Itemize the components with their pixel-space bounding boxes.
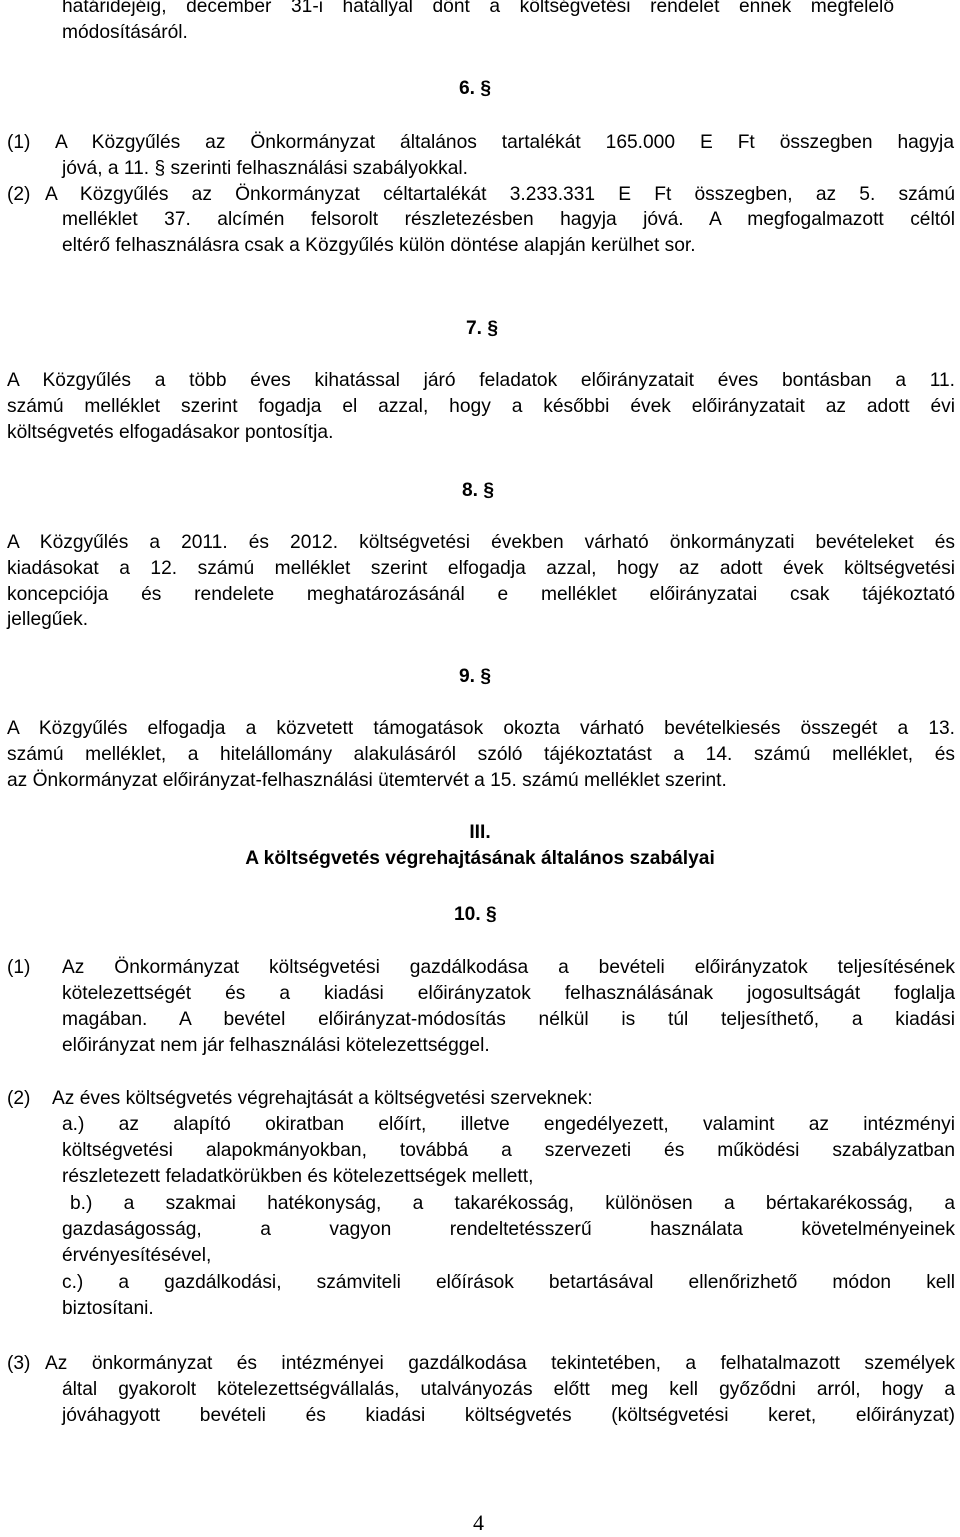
- list-item-line: b.) a szakmai hatékonyság, a takarékosság, különösen a bértakarékosság, a: [70, 1193, 955, 1214]
- paragraph-line: jóvá, a 11. § szerinti felhasználási szabályokkal.: [62, 158, 468, 179]
- paragraph-line: határidejéig, december 31-i hatállyal dönt a költségvetési rendelet ennek megfelelő: [62, 0, 894, 17]
- paragraph-line: Az éves költségvetés végrehajtását a költségvetési szerveknek:: [52, 1088, 593, 1109]
- paragraph-line: által gyakorolt kötelezettségvállalás, utalványozás előtt meg kell győződni arról, hogy a: [62, 1379, 955, 1400]
- section-heading: 6. §: [459, 78, 492, 99]
- list-item-line: részletezett feladatkörükben és kötelezettségek mellett,: [62, 1166, 534, 1187]
- paragraph-line: jóváhagyott bevételi és kiadási költségvetés (költségvetési keret, előirányzat): [62, 1405, 955, 1426]
- list-item-line: c.) a gazdálkodási, számviteli előírások betartásával ellenőrizhető módon kell: [62, 1272, 955, 1293]
- section-heading: 10. §: [454, 904, 497, 925]
- list-item-line: érvényesítésével,: [62, 1245, 212, 1266]
- paragraph-line: módosításáról.: [62, 22, 188, 43]
- paragraph-line: kiadásokat a 12. számú melléklet szerint elfogadja azzal, hogy az adott évek költségvetési: [7, 558, 955, 579]
- list-item-line: biztosítani.: [62, 1298, 154, 1319]
- chapter-title: A költségvetés végrehajtásának általános szabályai: [245, 848, 715, 869]
- section-heading: 9. §: [459, 666, 492, 687]
- paragraph-number: (1): [7, 132, 31, 153]
- paragraph-line: A Közgyűlés a 2011. és 2012. költségvetési években várható önkormányzati bevételeket és: [7, 532, 955, 553]
- paragraph-line: magában. A bevétel előirányzat-módosítás nélkül is túl teljesíthető, a kiadási: [62, 1009, 955, 1030]
- paragraph-number: (1): [7, 957, 31, 978]
- paragraph-line: előirányzat nem jár felhasználási kötelezettséggel.: [62, 1035, 490, 1056]
- paragraph-line: az Önkormányzat előirányzat-felhasználási ütemtervét a 15. számú melléklet szerint.: [7, 770, 727, 791]
- paragraph-line: eltérő felhasználásra csak a Közgyűlés külön döntése alapján kerülhet sor.: [62, 235, 696, 256]
- list-item-line: a.) az alapító okiratban előírt, illetve engedélyezett, valamint az intézményi: [62, 1114, 955, 1135]
- page-number: 4: [473, 1510, 484, 1535]
- section-heading: 8. §: [462, 480, 495, 501]
- paragraph-line: koncepciója és rendelete meghatározásánál e melléklet előirányzatai csak tájékoztató: [7, 584, 955, 605]
- paragraph-line: A Közgyűlés a több éves kihatással járó feladatok előirányzatait éves bontásban a 11.: [7, 370, 955, 391]
- paragraph-line: számú melléklet szerint fogadja el azzal, hogy a későbbi évek előirányzatait az adott évi: [7, 396, 955, 417]
- section-heading: 7. §: [466, 318, 499, 339]
- paragraph-line: kötelezettségét és a kiadási előirányzatok felhasználásának jogosultságát foglalja: [62, 983, 955, 1004]
- chapter-number: III.: [469, 822, 491, 843]
- paragraph-number: (3): [7, 1353, 31, 1374]
- list-item-line: gazdaságosság, a vagyon rendeltetésszerű használata követelményeinek: [62, 1219, 955, 1240]
- paragraph-line: számú melléklet, a hitelállomány alakulásáról szóló tájékoztatást a 14. számú melléklet, és: [7, 744, 955, 765]
- paragraph-line: A Közgyűlés elfogadja a közvetett támogatások okozta várható bevételkiesés összegét a 13.: [7, 718, 955, 739]
- paragraph-line: Az Önkormányzat költségvetési gazdálkodása a bevételi előirányzatok teljesítésének: [62, 957, 955, 978]
- paragraph-line: költségvetés elfogadásakor pontosítja.: [7, 422, 334, 443]
- paragraph-line: A Közgyűlés az Önkormányzat általános tartalékát 165.000 E Ft összegben hagyja: [55, 132, 954, 153]
- paragraph-line: A Közgyűlés az Önkormányzat céltartalékát 3.233.331 E Ft összegben, az 5. számú: [45, 184, 955, 205]
- paragraph-line: jellegűek.: [7, 609, 89, 630]
- paragraph-line: melléklet 37. alcímén felsorolt részletezésben hagyja jóvá. A megfogalmazott céltól: [62, 209, 955, 230]
- list-item-line: költségvetési alapokmányokban, továbbá a szervezeti és működési szabályzatban: [62, 1140, 955, 1161]
- paragraph-line: Az önkormányzat és intézményei gazdálkodása tekintetében, a felhatalmazott személyek: [45, 1353, 955, 1374]
- paragraph-number: (2): [7, 184, 31, 205]
- paragraph-number: (2): [7, 1088, 31, 1109]
